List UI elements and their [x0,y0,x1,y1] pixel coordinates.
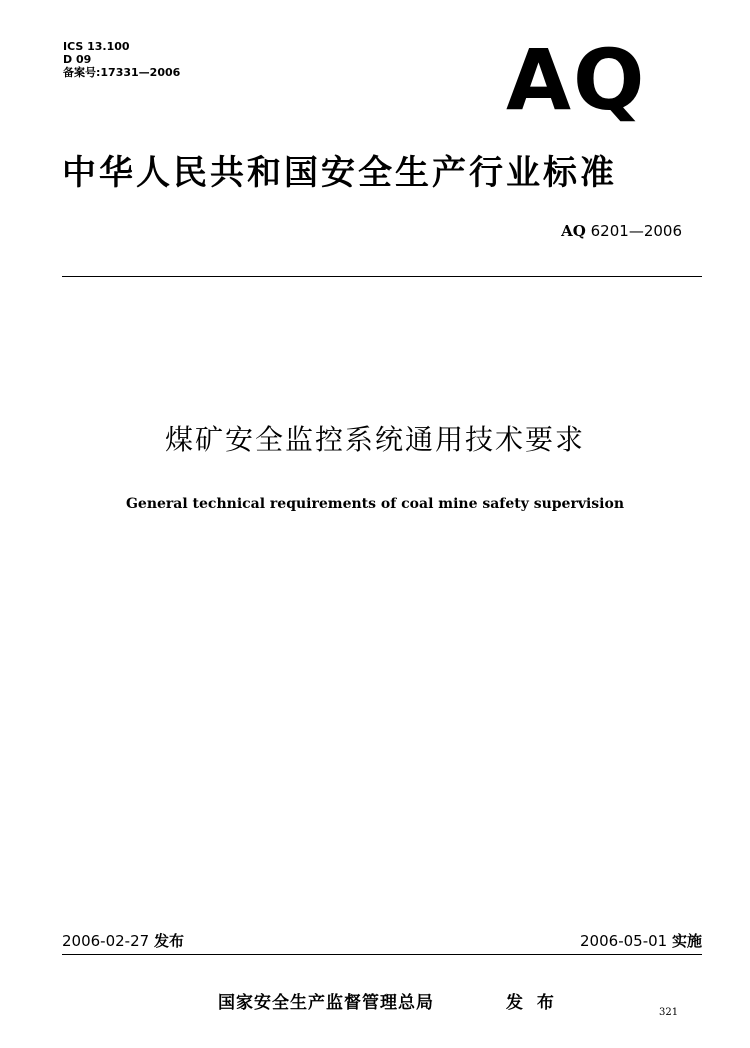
implementation-date-value: 2006-05-01 [580,932,668,950]
document-title-chinese: 煤矿安全监控系统通用技术要求 [164,423,585,456]
standard-category-title: 中华人民共和国安全生产行业标准 [62,153,617,193]
publisher: 国家安全生产监督管理总局 [218,993,434,1013]
header-rule [62,276,702,277]
standard-number-code: 6201—2006 [590,222,682,240]
implementation-date-label: 实施 [671,932,702,950]
page-number: 321 [659,1007,679,1018]
standard-number [561,222,682,240]
issue-date-value: 2006-02-27 [62,932,150,950]
ccs-code: D 09 [63,53,92,66]
issue-date [62,931,184,951]
document-title-english: General technical requirements of coal mine safety supervision [125,496,625,512]
ics-code: ICS 13.100 [63,40,130,53]
issue-date-label: 发布 [153,932,184,950]
implementation-date [580,931,702,951]
filing-number: 备案号:17331—2006 [63,66,181,79]
footer-rule [62,954,702,955]
standard-number-prefix: AQ [561,222,586,240]
publish-action: 发 布 [506,993,554,1013]
aq-logo: AQ [506,31,647,129]
